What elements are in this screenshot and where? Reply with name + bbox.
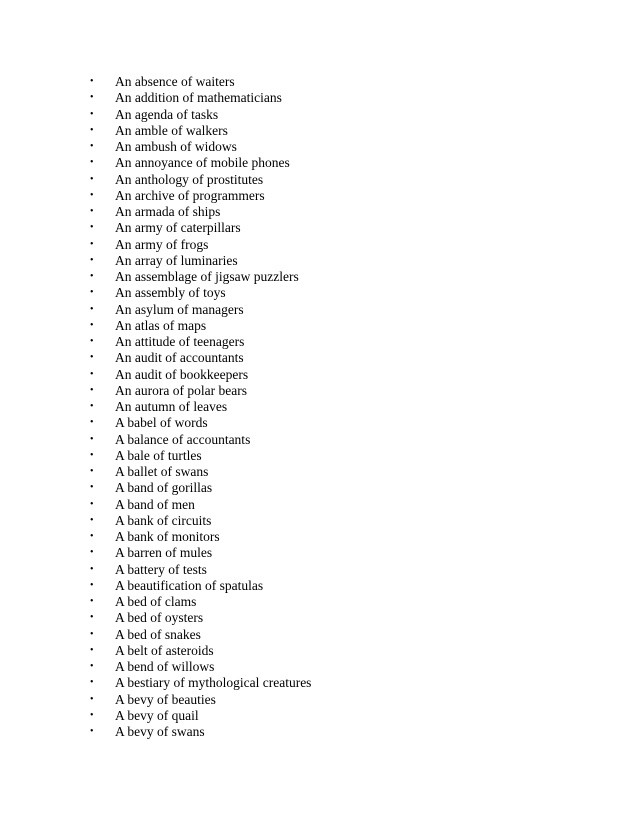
collective-nouns-list bbox=[88, 74, 311, 740]
list-item-text: A bend of willows bbox=[115, 659, 215, 674]
bullet-icon: • bbox=[90, 433, 94, 445]
list-item-text: An absence of waiters bbox=[115, 74, 235, 89]
bullet-icon: • bbox=[90, 417, 94, 429]
list-item-text: An array of luminaries bbox=[115, 252, 238, 268]
list-item-text: A bestiary of mythological creatures bbox=[115, 675, 312, 691]
list-item-text: A band of men bbox=[115, 496, 195, 512]
bullet-icon: • bbox=[90, 352, 94, 364]
list-item-text: A belt of asteroids bbox=[115, 642, 214, 658]
list-item bbox=[88, 350, 311, 366]
list-item bbox=[88, 610, 311, 626]
list-item bbox=[88, 594, 311, 610]
list-item bbox=[88, 627, 311, 643]
list-item bbox=[88, 204, 311, 220]
bullet-icon: • bbox=[90, 92, 94, 104]
bullet-icon: • bbox=[90, 579, 94, 591]
list-item-text: A beautification of spatulas bbox=[115, 577, 264, 593]
list-item bbox=[88, 692, 311, 708]
list-item bbox=[88, 220, 311, 236]
list-item bbox=[88, 302, 311, 318]
list-item-text: An anthology of prostitutes bbox=[115, 171, 264, 187]
bullet-icon: • bbox=[90, 661, 94, 673]
bullet-icon: • bbox=[90, 677, 94, 689]
list-item-text: An addition of mathematicians bbox=[115, 90, 282, 106]
list-item bbox=[88, 562, 311, 578]
bullet-icon: • bbox=[90, 368, 94, 380]
list-item bbox=[88, 367, 311, 383]
list-item-text: A battery of tests bbox=[115, 561, 207, 577]
list-item bbox=[88, 90, 311, 106]
bullet-icon: • bbox=[90, 628, 94, 640]
bullet-icon: • bbox=[90, 238, 94, 250]
list-item bbox=[88, 724, 311, 740]
list-item-text: An army of frogs bbox=[115, 236, 209, 252]
bullet-icon: • bbox=[90, 482, 94, 494]
list-item-text: A bevy of swans bbox=[115, 724, 205, 739]
list-item-text: An army of caterpillars bbox=[115, 220, 241, 236]
list-item bbox=[88, 285, 311, 301]
bullet-icon: • bbox=[90, 319, 94, 331]
list-item-text: An autumn of leaves bbox=[115, 399, 228, 414]
bullet-icon: • bbox=[90, 514, 94, 526]
list-item bbox=[88, 464, 311, 480]
bullet-icon: • bbox=[90, 547, 94, 559]
list-item bbox=[88, 415, 311, 431]
list-item-text: An ambush of widows bbox=[115, 139, 237, 154]
bullet-icon: • bbox=[90, 287, 94, 299]
list-item bbox=[88, 237, 311, 253]
bullet-icon: • bbox=[90, 449, 94, 461]
list-item-text: A band of gorillas bbox=[115, 480, 213, 496]
list-item-text: A bed of oysters bbox=[115, 610, 204, 626]
list-item bbox=[88, 188, 311, 204]
list-item bbox=[88, 513, 311, 529]
list-item-text: An archive of programmers bbox=[115, 187, 265, 203]
list-item bbox=[88, 659, 311, 675]
list-item bbox=[88, 253, 311, 269]
list-item bbox=[88, 708, 311, 724]
list-item-text: An atlas of maps bbox=[115, 317, 207, 333]
list-item bbox=[88, 480, 311, 496]
bullet-icon: • bbox=[90, 709, 94, 721]
list-item-text: A barren of mules bbox=[115, 545, 213, 561]
list-item bbox=[88, 399, 311, 415]
bullet-icon: • bbox=[90, 384, 94, 396]
bullet-icon: • bbox=[90, 76, 94, 88]
list-item bbox=[88, 545, 311, 561]
list-item bbox=[88, 172, 311, 188]
list-item bbox=[88, 318, 311, 334]
list-item bbox=[88, 107, 311, 123]
bullet-icon: • bbox=[90, 531, 94, 543]
bullet-icon: • bbox=[90, 498, 94, 510]
bullet-icon: • bbox=[90, 108, 94, 120]
list-item-text: An audit of bookkeepers bbox=[115, 366, 249, 382]
list-item-text: An assembly of toys bbox=[115, 285, 226, 301]
list-item bbox=[88, 155, 311, 171]
bullet-icon: • bbox=[90, 141, 94, 153]
list-item-text: A bevy of beauties bbox=[115, 691, 216, 707]
list-item bbox=[88, 74, 311, 90]
list-item-text: An amble of walkers bbox=[115, 122, 228, 138]
list-item bbox=[88, 139, 311, 155]
list-item bbox=[88, 269, 311, 285]
list-item-text: An assemblage of jigsaw puzzlers bbox=[115, 269, 299, 284]
list-item-text: An attitude of teenagers bbox=[115, 334, 245, 349]
list-item-text: A bale of turtles bbox=[115, 447, 202, 463]
list-item bbox=[88, 448, 311, 464]
list-item-text: An agenda of tasks bbox=[115, 106, 219, 122]
bullet-icon: • bbox=[90, 612, 94, 624]
list-item-text: An aurora of polar bears bbox=[115, 382, 247, 398]
list-item-text: An asylum of managers bbox=[115, 301, 244, 317]
list-item-text: A babel of words bbox=[115, 415, 208, 431]
list-item-text: A bank of circuits bbox=[115, 512, 212, 528]
bullet-icon: • bbox=[90, 189, 94, 201]
bullet-icon: • bbox=[90, 726, 94, 738]
bullet-icon: • bbox=[90, 596, 94, 608]
list-item-text: A bevy of quail bbox=[115, 707, 199, 723]
list-item bbox=[88, 529, 311, 545]
bullet-icon: • bbox=[90, 173, 94, 185]
list-item bbox=[88, 123, 311, 139]
bullet-icon: • bbox=[90, 157, 94, 169]
list-item bbox=[88, 497, 311, 513]
bullet-icon: • bbox=[90, 401, 94, 413]
bullet-icon: • bbox=[90, 124, 94, 136]
list-item bbox=[88, 432, 311, 448]
list-item-text: A balance of accountants bbox=[115, 431, 251, 447]
bullet-icon: • bbox=[90, 222, 94, 234]
list-item-text: A bank of monitors bbox=[115, 529, 220, 544]
list-item-text: An armada of ships bbox=[115, 204, 221, 219]
list-item-text: An audit of accountants bbox=[115, 350, 244, 366]
bullet-icon: • bbox=[90, 206, 94, 218]
list-item bbox=[88, 578, 311, 594]
bullet-icon: • bbox=[90, 466, 94, 478]
list-item bbox=[88, 643, 311, 659]
bullet-icon: • bbox=[90, 336, 94, 348]
list-item-text: A bed of snakes bbox=[115, 626, 201, 642]
list-item-text: A ballet of swans bbox=[115, 464, 209, 479]
bullet-icon: • bbox=[90, 303, 94, 315]
list-item bbox=[88, 334, 311, 350]
list-item bbox=[88, 383, 311, 399]
bullet-icon: • bbox=[90, 563, 94, 575]
bullet-icon: • bbox=[90, 693, 94, 705]
bullet-icon: • bbox=[90, 254, 94, 266]
bullet-icon: • bbox=[90, 644, 94, 656]
list-item-text: A bed of clams bbox=[115, 594, 197, 609]
bullet-icon: • bbox=[90, 271, 94, 283]
list-item-text: An annoyance of mobile phones bbox=[115, 155, 290, 171]
list-item bbox=[88, 675, 311, 691]
